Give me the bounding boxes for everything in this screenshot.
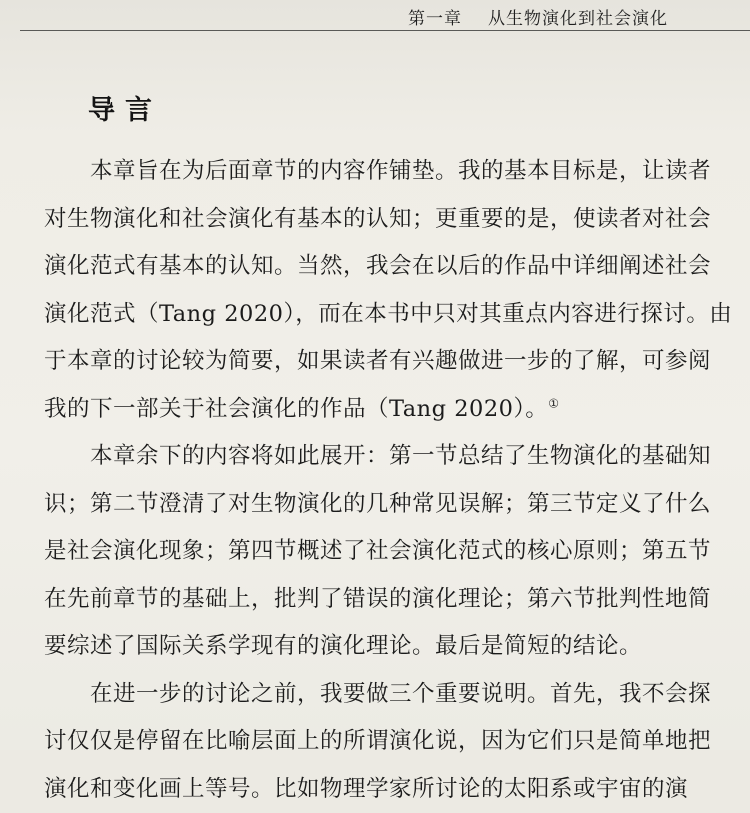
text-line: 于本章的讨论较为简要，如果读者有兴趣做进一步的了解，可参阅 <box>44 338 734 386</box>
text-line: 本章旨在为后面章节的内容作铺垫。我的基本目标是，让读者 <box>44 148 734 196</box>
text-line: 本章余下的内容将如此展开：第一节总结了生物演化的基础知 <box>44 433 734 481</box>
text-line: 识；第二节澄清了对生物演化的几种常见误解；第三节定义了什么 <box>44 481 734 529</box>
header-rule <box>20 30 750 31</box>
text-line: 要综述了国际关系学现有的演化理论。最后是简短的结论。 <box>44 623 734 671</box>
text-line-content: 我的下一部关于社会演化的作品（Tang 2020）。 <box>44 396 548 422</box>
text-line: 演化和变化画上等号。比如物理学家所讨论的太阳系或宇宙的演 <box>44 766 734 813</box>
footnote-marker: ① <box>548 396 559 410</box>
running-head-chapter: 第一章 <box>408 9 462 29</box>
text-line: 在先前章节的基础上，批判了错误的演化理论；第六节批判性地简 <box>44 576 734 624</box>
text-line: 对生物演化和社会演化有基本的认知；更重要的是，使读者对社会 <box>44 196 734 244</box>
running-head <box>408 4 710 29</box>
text-line: 演化范式有基本的认知。当然，我会在以后的作品中详细阐述社会 <box>44 243 734 291</box>
section-heading: 导言 <box>88 88 162 127</box>
text-line: 是社会演化现象；第四节概述了社会演化范式的核心原则；第五节 <box>44 528 734 576</box>
body-text <box>44 148 734 813</box>
text-line: 演化范式（Tang 2020），而在本书中只对其重点内容进行探讨。由 <box>44 291 734 339</box>
text-line-with-footnote <box>44 386 734 434</box>
text-line: 讨仅仅是停留在比喻层面上的所谓演化说，因为它们只是简单地把 <box>44 718 734 766</box>
text-line: 在进一步的讨论之前，我要做三个重要说明。首先，我不会探 <box>44 671 734 719</box>
running-head-title: 从生物演化到社会演化 <box>488 9 668 29</box>
